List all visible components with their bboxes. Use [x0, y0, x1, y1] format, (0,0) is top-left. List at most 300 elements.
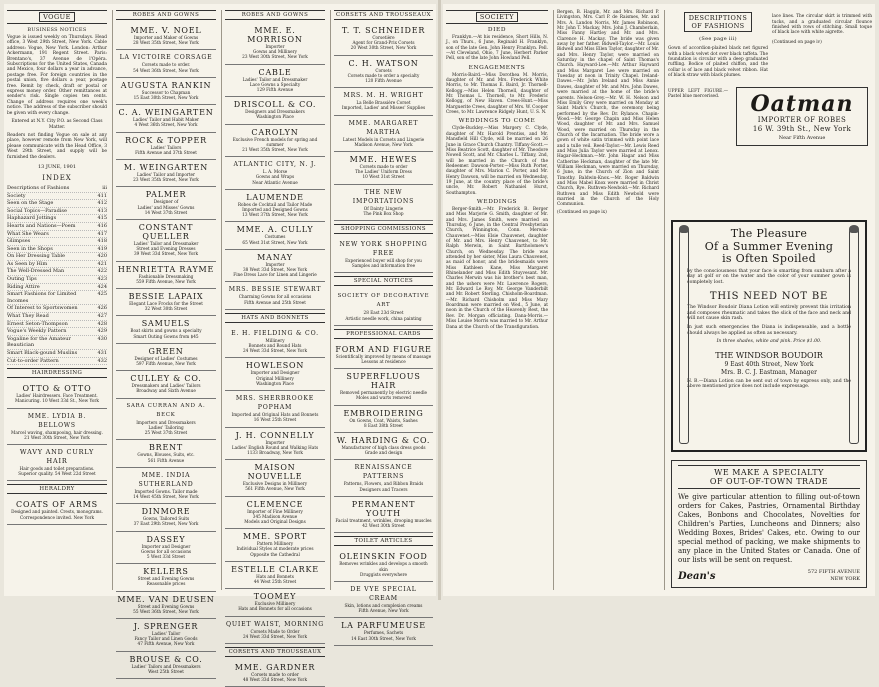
ad-line: Agent for Grand-Prix Corsets — [352, 40, 415, 46]
ad-name: SOCIETY OF DECORATIVE ART — [337, 293, 430, 309]
heraldry-title: HERALDRY — [7, 484, 107, 494]
ad-line: Fifth Avenue, New York — [358, 608, 409, 614]
ad-name: DRISCOLL & CO. — [233, 100, 317, 110]
left-col-3 — [222, 10, 328, 683]
left-page — [4, 4, 436, 683]
ad-line: Designer of Ladies' Costumes — [134, 355, 198, 361]
upper-left-figure-note: UPPER LEFT FIGURE.—Pastel blue mercerised. — [668, 88, 728, 99]
ad-line: Fifth Avenue and 37th Street — [135, 149, 197, 155]
engagements-heading: ENGAGEMENTS — [468, 64, 526, 71]
ad-line: 20 West 30th Street, New York — [350, 45, 417, 51]
oatman-address: 16 W. 39th St., New York — [752, 124, 852, 133]
ad-line: 23 West 30th Street, New York — [242, 54, 308, 60]
ad-line: L. A. Morse — [262, 169, 288, 175]
ad-block[interactable] — [225, 617, 325, 644]
ad-block: WAVY AND CURLY HAIR Hair goods and toilet preparations. Superior quality. 54 West 22d Street — [7, 445, 107, 481]
ad-name: HENRIETTA RAYME — [117, 264, 215, 274]
ad-line: Corsets made to order — [359, 164, 408, 170]
windsor-text-2: The Windsor Boudoir Diana Lotion will entirely prevent this irritation and composes rheumatic and takes the slick of the face and neck and will not cause skin rash. — [687, 305, 851, 322]
ad-line: Pattern Millinery — [256, 541, 294, 547]
engagements-text: Morris-Baird.—Miss Dorothea M. Morris, daughter of Mr. and Mrs. Frederick White Morris, to Mr. Thomas E. Baird, Jr. Thornell-Kellogg.—Miss Helen Thornell, daughter of Mr. Thomas L. Thornell, to Mr. Frederic Kellogg, of New Haven. Crees-Hunt.—Miss Marguerite Crees, daughter of Mrs. W. Cooper Crees, to Mr. Lawrence Ridgely Hunt, U. S. N. — [446, 72, 548, 116]
ad-line: 14 West 37th Street — [144, 209, 188, 215]
ad-line: 10 West 31st Street — [362, 174, 405, 180]
ad-block[interactable] — [116, 23, 216, 50]
ad-block[interactable] — [225, 428, 325, 461]
ad-block[interactable] — [116, 187, 216, 220]
ad-line: Gowns, Blouses, Suits, etc. — [137, 452, 195, 458]
ad-block[interactable] — [334, 289, 433, 325]
ad-name: DE VYE SPECIAL CREAM — [350, 585, 417, 602]
ad-block[interactable] — [116, 316, 216, 343]
ad-name: BROUSE & CO. — [129, 654, 203, 664]
ad-list — [116, 23, 216, 679]
ad-block[interactable] — [334, 116, 433, 152]
ad-name: E. H. FIELDING & CO. — [231, 329, 319, 337]
weddings-heading: WEDDINGS — [476, 198, 518, 205]
ad-block[interactable] — [225, 250, 325, 283]
index-item[interactable]: What They Read 427 — [7, 313, 107, 320]
ad-block[interactable] — [116, 504, 216, 531]
index-item[interactable]: Descriptions of Fashions iii — [7, 184, 107, 191]
ad-line: Broadway and Sixth Avenue — [136, 388, 196, 394]
ad-block[interactable] — [225, 562, 325, 589]
ad-line: Artistic needle work, china painting — [345, 315, 422, 321]
ad-line: Smart Outing Gowns from $45 — [133, 333, 199, 339]
ad-block[interactable] — [225, 190, 325, 223]
ad-name: MRS. SHERBROOKE POPHAM — [235, 395, 315, 412]
ad-line: Skin, lotions and complexion creams — [344, 602, 423, 608]
ad-block[interactable] — [116, 262, 216, 289]
ad-line: Models and Original Designs — [244, 518, 306, 524]
ad-block[interactable] — [116, 371, 216, 398]
ad-name: QUIET WAIST, MORNING — [226, 620, 324, 628]
ad-name: C. H. WATSON — [348, 58, 419, 68]
index-item[interactable]: Seen in the Shops 419 — [7, 245, 107, 252]
ad-name: PERMANENT YOUTH — [351, 499, 416, 518]
ad-line: Exclusive Designs in Millinery — [242, 481, 308, 487]
ad-block[interactable] — [116, 440, 216, 467]
ad-line: Washington Place — [256, 114, 294, 120]
ad-block[interactable] — [116, 289, 216, 316]
ad-line: 54 West 36th Street, New York — [133, 67, 199, 73]
ad-name: OLEINSKIN FOOD — [339, 552, 428, 562]
vogue-masthead: VOGUE — [39, 12, 75, 22]
ad-name: C. A. WEINGARTEN — [118, 108, 214, 118]
windsor-headline-3: is Often Spoiled — [722, 252, 816, 265]
section-heading: SPECIAL NOTICES — [334, 276, 433, 286]
ad-line: Costumes — [264, 234, 286, 240]
ad-line: Corsets made to order. — [141, 62, 191, 68]
ad-line: Gowns and Wraps — [255, 174, 295, 180]
ad-line: Millinery — [265, 337, 285, 343]
ad-line: Gowns for all occasions — [140, 548, 192, 554]
ad-name: MME. MARGARET MARTHA — [348, 119, 419, 136]
ad-line: Moles and warts removed — [355, 395, 412, 401]
ad-name: CLEMENCE — [246, 499, 304, 509]
ad-line: Imported, Ladies' and Misses' Supplies — [341, 105, 426, 111]
section-heading: TOILET ARTICLES — [334, 536, 433, 546]
ad-block[interactable] — [225, 660, 325, 687]
ad-line: Removes wrinkles and develops a smooth skin — [339, 561, 428, 572]
ad-block[interactable] — [334, 582, 433, 618]
ad-block[interactable] — [334, 185, 433, 221]
ad-line: Manufacturer of high class dress goods — [341, 445, 426, 451]
ad-line: 28 East 23d Street — [363, 310, 404, 316]
ad-name: AUGUSTA RANKIN — [120, 80, 212, 90]
ad-line: Elegant Lace Frocks for the Street — [129, 301, 203, 307]
index-item[interactable]: What She Wears 417 — [7, 230, 107, 237]
ad-line: 42 West 30th Street — [362, 523, 405, 529]
ad-line: 23 West 35th Street, New York — [133, 177, 199, 183]
ad-line: Designers and Tracers — [359, 486, 408, 492]
ad-line: Importer and Maker of Gowns — [133, 35, 199, 40]
ad-line: 16 West 25th Street — [253, 417, 297, 423]
ad-line: 44 West 25th Street — [253, 578, 297, 584]
ad-line: Washington Place — [256, 380, 294, 386]
ad-name: MRS. BESSIE STEWART — [228, 286, 322, 294]
ad-block[interactable] — [334, 369, 433, 405]
index-list — [7, 185, 107, 365]
ad-list — [334, 23, 433, 646]
descriptions-continued: (Continued on page iv) — [772, 39, 822, 45]
ad-line: Designer of — [153, 199, 179, 205]
index-item[interactable]: Haphazard Jottings 415 — [7, 215, 107, 222]
ad-line: The Ladies' Uniform Dress — [355, 169, 412, 175]
column-heading: ROBES AND GOWNS — [116, 10, 216, 20]
ad-line: Latest Models in Corsets and Lingerie — [342, 136, 425, 142]
ad-name: W. HARDING & CO. — [336, 436, 431, 446]
ad-line: Opposite the Cathedral — [250, 551, 300, 557]
ad-line: 14 West 45th Street, New York — [133, 493, 199, 499]
ad-line: Ladies' Tailor and Dressmaker — [242, 76, 308, 82]
ad-block[interactable] — [225, 65, 325, 98]
ad-line: 55 West 36th Street, New York — [133, 608, 199, 614]
ad-line: Charming Gowns for all occasions — [238, 294, 312, 300]
ad-line: Near Atlantic Avenue — [252, 179, 298, 185]
deans-text: We give particular attention to filling out-of-town orders for Cakes, Pastries, Ornamental Birthday Cakes, Bonbons and Chocolates, Novelties for Children's Parties, Luncheons and Dinners; also Wedding Boxes, Brides' Cakes, etc. Owing to our special method of packing, we make shipments to any place in the United States or Canada. One of our lists will be sent on request. — [678, 493, 860, 564]
column-heading: ROBES AND GOWNS — [225, 10, 325, 20]
ad-line: Street and Evening Dresses — [136, 246, 196, 252]
ad-name: J. H. CONNELLY — [235, 430, 315, 440]
left-col-4 — [331, 10, 436, 641]
ad-name: RENAISSANCE PATTERNS — [354, 464, 413, 481]
ad-line: Exclusive French models for spring and summer — [232, 136, 318, 147]
right-col-2 — [554, 10, 662, 590]
index-item[interactable]: Society 411 — [7, 192, 107, 199]
index-item[interactable]: The Well-Dressed Man 422 — [7, 268, 107, 275]
ad-block[interactable] — [116, 592, 216, 619]
ad-name: MME. VAN DEUSEN — [117, 594, 215, 604]
ad-name: CONSTANT QUELLER — [138, 223, 194, 242]
ad-line: Scientifically improved by means of massage — [335, 353, 432, 359]
right-page — [443, 4, 875, 596]
continued-note: (Continued on page ix) — [557, 209, 607, 215]
ad-name: DASSEY — [146, 534, 186, 544]
ad-name: SARA CURRAN AND A. BECK — [126, 402, 206, 418]
ad-block[interactable] — [116, 78, 216, 105]
windsor-address: 9 East 40th Street, New York — [724, 360, 814, 368]
ad-block[interactable] — [116, 619, 216, 652]
windsor-name: THE WINDSOR BOUDOIR — [715, 350, 823, 360]
ad-name: CABLE — [258, 67, 292, 77]
ad-block[interactable] — [116, 532, 216, 565]
ad-block[interactable] — [334, 23, 433, 56]
ad-line: 47 Fifth Avenue, New York — [137, 641, 195, 647]
index-item[interactable]: Glimpses 418 — [7, 238, 107, 245]
ad-name: GREEN — [148, 346, 184, 356]
ad-name: LA PARFUMEUSE — [341, 621, 426, 631]
gutter — [438, 0, 441, 600]
ad-line: Street and Evening Gowns — [137, 576, 195, 582]
ad-block[interactable] — [334, 237, 433, 273]
ad-block[interactable] — [225, 391, 325, 427]
ad-name: BESSIE LAPAIX — [128, 292, 204, 302]
weddings-to-come-text: Clyde-Buckley.—Miss Margery C. Clyde, daughter of Mr. Harold Prentiss, and Mr. Mansfield Hill Clyde, will be married on 26 June in Grace Church Chantry. Tiffany-Scott.—Miss Beatrice Scott, daughter of Mr. Theodore Nowell Scott, and Mr. Charles L. Tiffany, 2nd, will be married in the Church of the Redeemer. Dawson-Porter.—Miss Ruth Porter, daughter of Mrs. Marion C. Porter, and Mr. Henry Dawson, will be married on Wednesday, 19 June, at the country place of the bride's uncle, Mr. Robert Nathaniel Hurst, Southampton. — [446, 126, 548, 196]
ad-line: 15 East 30th Street, New York — [133, 95, 199, 101]
ad-block[interactable] — [225, 529, 325, 562]
ad-block[interactable] — [225, 125, 325, 158]
weddings-to-come-heading: WEDDINGS TO COME — [458, 118, 536, 125]
ad-name: T. T. SCHNEIDER — [341, 26, 426, 35]
died-heading: DIED — [487, 27, 507, 33]
ad-name: MME. A. CULLY — [236, 225, 314, 235]
ad-block[interactable] — [334, 88, 433, 115]
ad-line: Fancy Tailor and Linen Goods — [134, 636, 198, 642]
ad-line: Lace Gowns a Specialty — [249, 81, 301, 87]
oatman-ad[interactable] — [736, 87, 868, 146]
deans-address: 572 FIFTH AVENUE NEW YORK — [807, 569, 860, 582]
ad-line: Importer of Fine Millinery — [247, 508, 303, 514]
ad-line: 561 Fifth Avenue, New York — [245, 486, 305, 492]
ad-line: Bonnets and Round Hats — [248, 343, 302, 349]
index-item[interactable]: Outing Tips 423 — [7, 276, 107, 283]
ad-block[interactable] — [116, 468, 216, 504]
ad-line: Corsets made to order a specialty — [347, 72, 420, 78]
ad-line: 21 West 35th Street, New York — [242, 147, 308, 153]
ad-block[interactable] — [225, 157, 325, 190]
ad-block[interactable] — [225, 23, 325, 65]
section-heading: CORSETS AND TROUSSEAUX — [225, 647, 325, 657]
ad-block[interactable] — [225, 358, 325, 391]
ad-name: MME. INDIA SUTHERLAND — [138, 471, 194, 488]
ad-block[interactable] — [116, 220, 216, 262]
ad-name: NEW YORK SHOPPING FREE — [339, 241, 428, 258]
ad-name: DINMORE — [141, 507, 191, 517]
ad-line: Individual Styles at moderate prices — [236, 546, 314, 552]
ad-line: Hats and Bonnets for all occasions — [238, 606, 312, 612]
windsor-boudoir-ad[interactable] — [671, 220, 867, 452]
ad-line: Fine Dress Lace for Linen and Lingerie — [233, 272, 317, 278]
ad-line: Imported and Original Hats and Bonnets — [231, 412, 319, 418]
ad-line: Fifth Avenue and 25th Street — [244, 299, 306, 305]
ad-line: Ladies' Tailor and Importer — [136, 172, 196, 178]
ad-line: 37 East 29th Street, New York — [133, 521, 199, 527]
ad-line: 38 West 33d Street, New York — [243, 267, 307, 273]
ad-name: CULLEY & CO. — [130, 374, 202, 384]
ad-line: Corsets made to order — [251, 671, 299, 677]
ad-block[interactable] — [116, 160, 216, 187]
ad-line: Ladies' Tailors — [150, 144, 182, 150]
ad-block[interactable] — [225, 222, 325, 249]
deans-logo: Dean's — [678, 571, 716, 582]
ad-line: Ladies' and Misses' Gowns — [137, 204, 195, 210]
ad-line: 48 West 33d Street, New York — [243, 677, 307, 683]
ad-block: COATS OF ARMS Designed and painted. Crests, monograms. Correspondence invited. New York — [7, 497, 107, 524]
index-item[interactable]: On Her Dressing Table 420 — [7, 253, 107, 260]
ad-name: MME. HEWES — [349, 155, 418, 165]
ad-line: Removed permanently by electric needle — [339, 390, 428, 396]
ad-block[interactable] — [334, 56, 433, 89]
index-item[interactable]: Of Interest to Sportswomen 426 — [7, 305, 107, 312]
ad-line: Druggists everywhere — [360, 571, 407, 577]
descriptions-see-page: (See page iii) — [699, 36, 737, 42]
ad-block[interactable] — [334, 342, 433, 369]
torch-ornament-left — [679, 228, 689, 444]
ad-block[interactable] — [116, 133, 216, 160]
ad-line: Ladies' Tailor and Habit Maker — [132, 117, 200, 123]
ad-line: Fashionable Dressmaking — [138, 273, 194, 279]
index-item[interactable]: Smart Black-gound Muslins 431 — [7, 350, 107, 356]
weddings-text: Berger-Smith.—Mr. Frederick B. Berger and Miss Marjorie G. Smith, daughter of Mr. and Mrs. James Smith, were married on Thursday, 6 June, in the Central Presbyterian Church, Winnington, Conn. Merwin-Chauvenet.—Miss Elsie Chauvenet, daughter of Mr. and Mrs. Henry Chauvenet, to Mr. Ralph Merwin, in Saint Bartholomew's Church, on Wednesday. The bride was attended by her sister, Miss Laura Chauvenet, as maid of honor, and the bridesmaids were Miss Kathleen Kane, Miss Margaret Rhinelander and Miss Edith Stuyvesant. Mr. Charles Merwin was his brother's best man, and the ushers were Mr. Lawrence Rogers, Mr. Edward Le Roy, Mr. George Vanderbilt and Mr. Robert Sterling. Chisholm-Boardman.—Mr. Richard Chisholm and Miss Mary Boardman were married on Wed., 5 June, at noon in the Church of the Heavenly Rest, the Rev. Dr. Morgan officiating. Dana-Morris.—Miss Louise Morris was married to Mr. Arthur Dana at the Church of the Transfiguration. — [446, 206, 548, 330]
ad-line: Importer and Designer — [250, 370, 300, 376]
readers-notice: Readers not finding Vogue on sale at any place, however remote from New York, will please communicate with the Head Office, 3 West 29th Street, and supply will be furnished the dealers. — [7, 132, 107, 160]
ad-block[interactable] — [334, 549, 433, 582]
left-col-1 — [4, 10, 110, 590]
index-item[interactable]: Vogue's Weekly Pattern 429 — [7, 328, 107, 335]
ad-line: Importer — [265, 44, 285, 49]
ad-line: 5 West 33d Street — [146, 553, 186, 559]
ad-name: LAUMENDE — [246, 192, 304, 202]
ad-block: MME. LYDIA B. BELLOWS Marcel waving, shampooing, hair dressing. 21 West 30th Street, New York — [7, 409, 107, 445]
index-item[interactable]: Smart Fashions for Limited Incomes 425 — [7, 291, 107, 304]
ad-line: On Gowns, Coat, Waists, Sashes — [349, 417, 418, 423]
index-item[interactable]: Vogaline for the Amateur Beautician 430 — [7, 335, 107, 349]
ad-line: Hats and Bonnets — [256, 573, 294, 579]
ad-line: Of Dainty Lingerie — [363, 205, 404, 211]
ad-line: Boat skirts and gowns a specialty — [130, 328, 202, 334]
hairdressing-title: HAIRDRESSING — [7, 368, 107, 378]
ad-name: BRENT — [148, 443, 184, 453]
ad-block[interactable] — [225, 497, 325, 530]
index-item[interactable]: Riding Attire 424 — [7, 283, 107, 290]
deans-ad[interactable] — [671, 460, 867, 588]
ad-block[interactable] — [225, 460, 325, 496]
index-item[interactable]: Hearts and Nations—Poem 416 — [7, 222, 107, 229]
windsor-manager: Mrs. B. C. J. Eastman, Manager — [721, 368, 817, 376]
issue-date: 13 JUNE, 1901 — [37, 163, 77, 170]
ad-block[interactable] — [116, 344, 216, 371]
windsor-subhead: THIS NEED NOT BE — [709, 291, 829, 303]
ad-line: Exclusive Millinery — [254, 601, 296, 607]
descriptions-text-2: lace lines. The circular skirt is trimmed with tucks, and a graduated circular flounce finished with rows of stitching. Small toque of black lace with white aigrette. — [772, 14, 872, 36]
ad-block[interactable] — [116, 564, 216, 591]
right-col-3 — [665, 10, 875, 220]
index-item[interactable]: Seen on the Stage 412 — [7, 200, 107, 207]
ad-line: Corsetière — [372, 35, 395, 40]
ad-line: Ladies' Tailors and Dressmakers — [131, 663, 201, 669]
ad-line: 39 West 33d Street, New York — [134, 251, 198, 257]
ad-line: Grade and design — [364, 450, 403, 456]
ad-line: 32 West 30th Street — [144, 306, 188, 312]
ad-name: ROCK & TOPPER — [125, 135, 207, 145]
masthead-bar — [7, 10, 107, 24]
section-heading: HATS AND BONNETS — [225, 313, 325, 323]
ad-line: Lessons at residence — [361, 359, 406, 365]
ad-line: Original Millinery — [256, 375, 294, 381]
windsor-text-4: In three shades, white and pink. Price $1.00. — [716, 339, 822, 345]
ad-block[interactable] — [116, 652, 216, 679]
ad-block[interactable] — [334, 433, 433, 460]
windsor-text-3: In just such emergencies the Diana is indispensable, and a bottle should always be applied as often as necessary. — [687, 325, 851, 336]
ad-block[interactable] — [225, 326, 325, 359]
ad-list — [225, 23, 325, 687]
windsor-headline: The Pleasure — [730, 227, 808, 240]
ad-line: Ladies' Tailoring — [148, 424, 184, 430]
ad-block[interactable] — [116, 50, 216, 77]
index-item[interactable]: Social Topics—Paradise 413 — [7, 207, 107, 214]
left-col-2 — [113, 10, 219, 674]
ad-line: The Pink Box Shop — [363, 210, 404, 216]
ad-name: PALMER — [145, 190, 187, 200]
index-item[interactable]: As Seen by Him 421 — [7, 260, 107, 267]
ad-line: Madison Avenue, New York — [354, 141, 413, 147]
ad-line: 65 West 31st Street, New York — [242, 239, 308, 245]
ad-line: Importer and Designer — [141, 543, 191, 549]
ad-line: Importers and Dressmakers — [136, 419, 196, 425]
ad-block[interactable] — [334, 152, 433, 185]
weddings-continued-text: Bergen, B. Haggin, Mr. and Mrs. Richard P. Livingston, Mrs. Carl P. de Raismes, Mr. and Mrs. A. Landon Norris, Mr. James Robinson, Mr. John T. Mackay, Mrs. John J. Chamberlain, Miss Fanny Hartley and Mr. and Mrs. Clarence H. Mackay. The bride was given away by her father. Bidwell-Taylor.—Mr. Louis Bidwell and Miss Ellen Taylor, daughter of Mr. and Mrs. Henry Taylor, were married on Saturday in the chapel of Saint Thomas's Church. Hayward-Lee.—Mr. Arthur Hayward and Miss Margaret Lee were married on Tuesday at noon in Trinity Chapel. Ireland-Dawes.—Mr. John Ireland and Miss Annie Dawes, daughter of Mr. and Mrs. John Dawes, were married at the home of the bride's parents. Nelson-Grey.—Mr. W. H. Nelson and Miss Emily Grey were married on Monday at Saint Mark's Church, the ceremony being performed by the Rev. Dr. Rylance. Chapin-Wood.—Mr. George Chapin and Miss Helen Wood, daughter of Mr. and Mrs. Samuel Wood, were married on Thursday in the Church of the Incarnation. The bride wore a gown of white satin trimmed with point lace and a tulle veil. Reed-Taylor.—Mr. Lewis Reed and Miss Julia Taylor were married at Lenox. Hagar-Heckman.—Mr. John Hagar and Miss Catherine Heckman, daughter of the late Mr. William Heckman, were married on Thursday, 6 June, in the Church of Zion and Saint Timothy. Baldwin-Knox.—Mr. Roger Baldwin and Miss Mabel Knox were married in Christ Church, Rye. Ruthven-Newbold.—Mr. Richard Ruthven and Miss Edith Newbold were married in the Church of the Holy Communion. — [557, 10, 659, 208]
ad-line: 28 West 35th Street, New York — [133, 40, 199, 46]
ad-line: Imported Gowns. Tailor made — [134, 488, 198, 494]
ad-name: J. SPRENGER — [133, 621, 199, 631]
ad-line: Importer — [265, 439, 285, 445]
ad-line: Ladies' English Round and Walking Hats — [231, 444, 319, 450]
windsor-headline-2: Of a Summer Evening — [704, 239, 834, 253]
ad-name: THE NEW IMPORTATIONS — [352, 188, 415, 205]
ad-line: 120 Fifth Avenue — [365, 78, 402, 84]
ad-block[interactable] — [225, 97, 325, 124]
ad-block[interactable] — [334, 497, 433, 533]
ad-line: Gowns and Millinery — [252, 49, 298, 55]
index-item[interactable]: Ernest Seton-Thompson 428 — [7, 320, 107, 327]
ad-line: 597 Fifth Avenue, New York — [136, 361, 196, 367]
ad-block[interactable] — [334, 618, 433, 645]
ad-block[interactable] — [116, 399, 216, 441]
windsor-note: N. B.—Diana Lotion can be sent out of town by express only, and the above mentioned price does not include expressage. — [687, 378, 851, 390]
index-item[interactable]: Cut-to-order Pattern 432 — [7, 357, 107, 364]
business-notices-title: BUSINESS NOTICES — [27, 27, 87, 33]
ad-line: 8 East 38th Street — [364, 422, 403, 428]
ad-line: La Belle Brassière Corset — [356, 100, 411, 106]
ad-name: SUPERFLUOUS HAIR — [346, 372, 421, 391]
ad-line: 13 West 37th Street, New York — [242, 212, 308, 218]
ad-block[interactable] — [116, 105, 216, 132]
ad-line: 24 West 33d Street, New York — [243, 633, 307, 639]
ad-block[interactable] — [225, 282, 325, 309]
entered-line: Entered at N.Y. City P.O. as Second Class Matter. — [11, 119, 103, 130]
oatman-address-note: Near Fifth Avenue — [778, 134, 826, 141]
ad-line: Ladies' Tailor and Dressmaker — [133, 241, 199, 247]
ad-block[interactable] — [334, 406, 433, 433]
ad-name: ATLANTIC CITY, N. J. — [233, 161, 317, 169]
ad-line: 561 Fifth Avenue — [147, 457, 185, 463]
section-heading: SHOPPING COMMISSIONS — [334, 224, 433, 234]
ad-block[interactable] — [334, 460, 433, 496]
windsor-text-1: by the consciousness that your face is smarting from sunburn after a day at golf or on the water and the color of your summer gown is completely lost. — [687, 268, 851, 285]
oatman-logo: Oatman — [750, 90, 854, 117]
ad-line: Imported and Designed Gowns — [242, 207, 308, 213]
ad-block[interactable] — [225, 589, 325, 616]
